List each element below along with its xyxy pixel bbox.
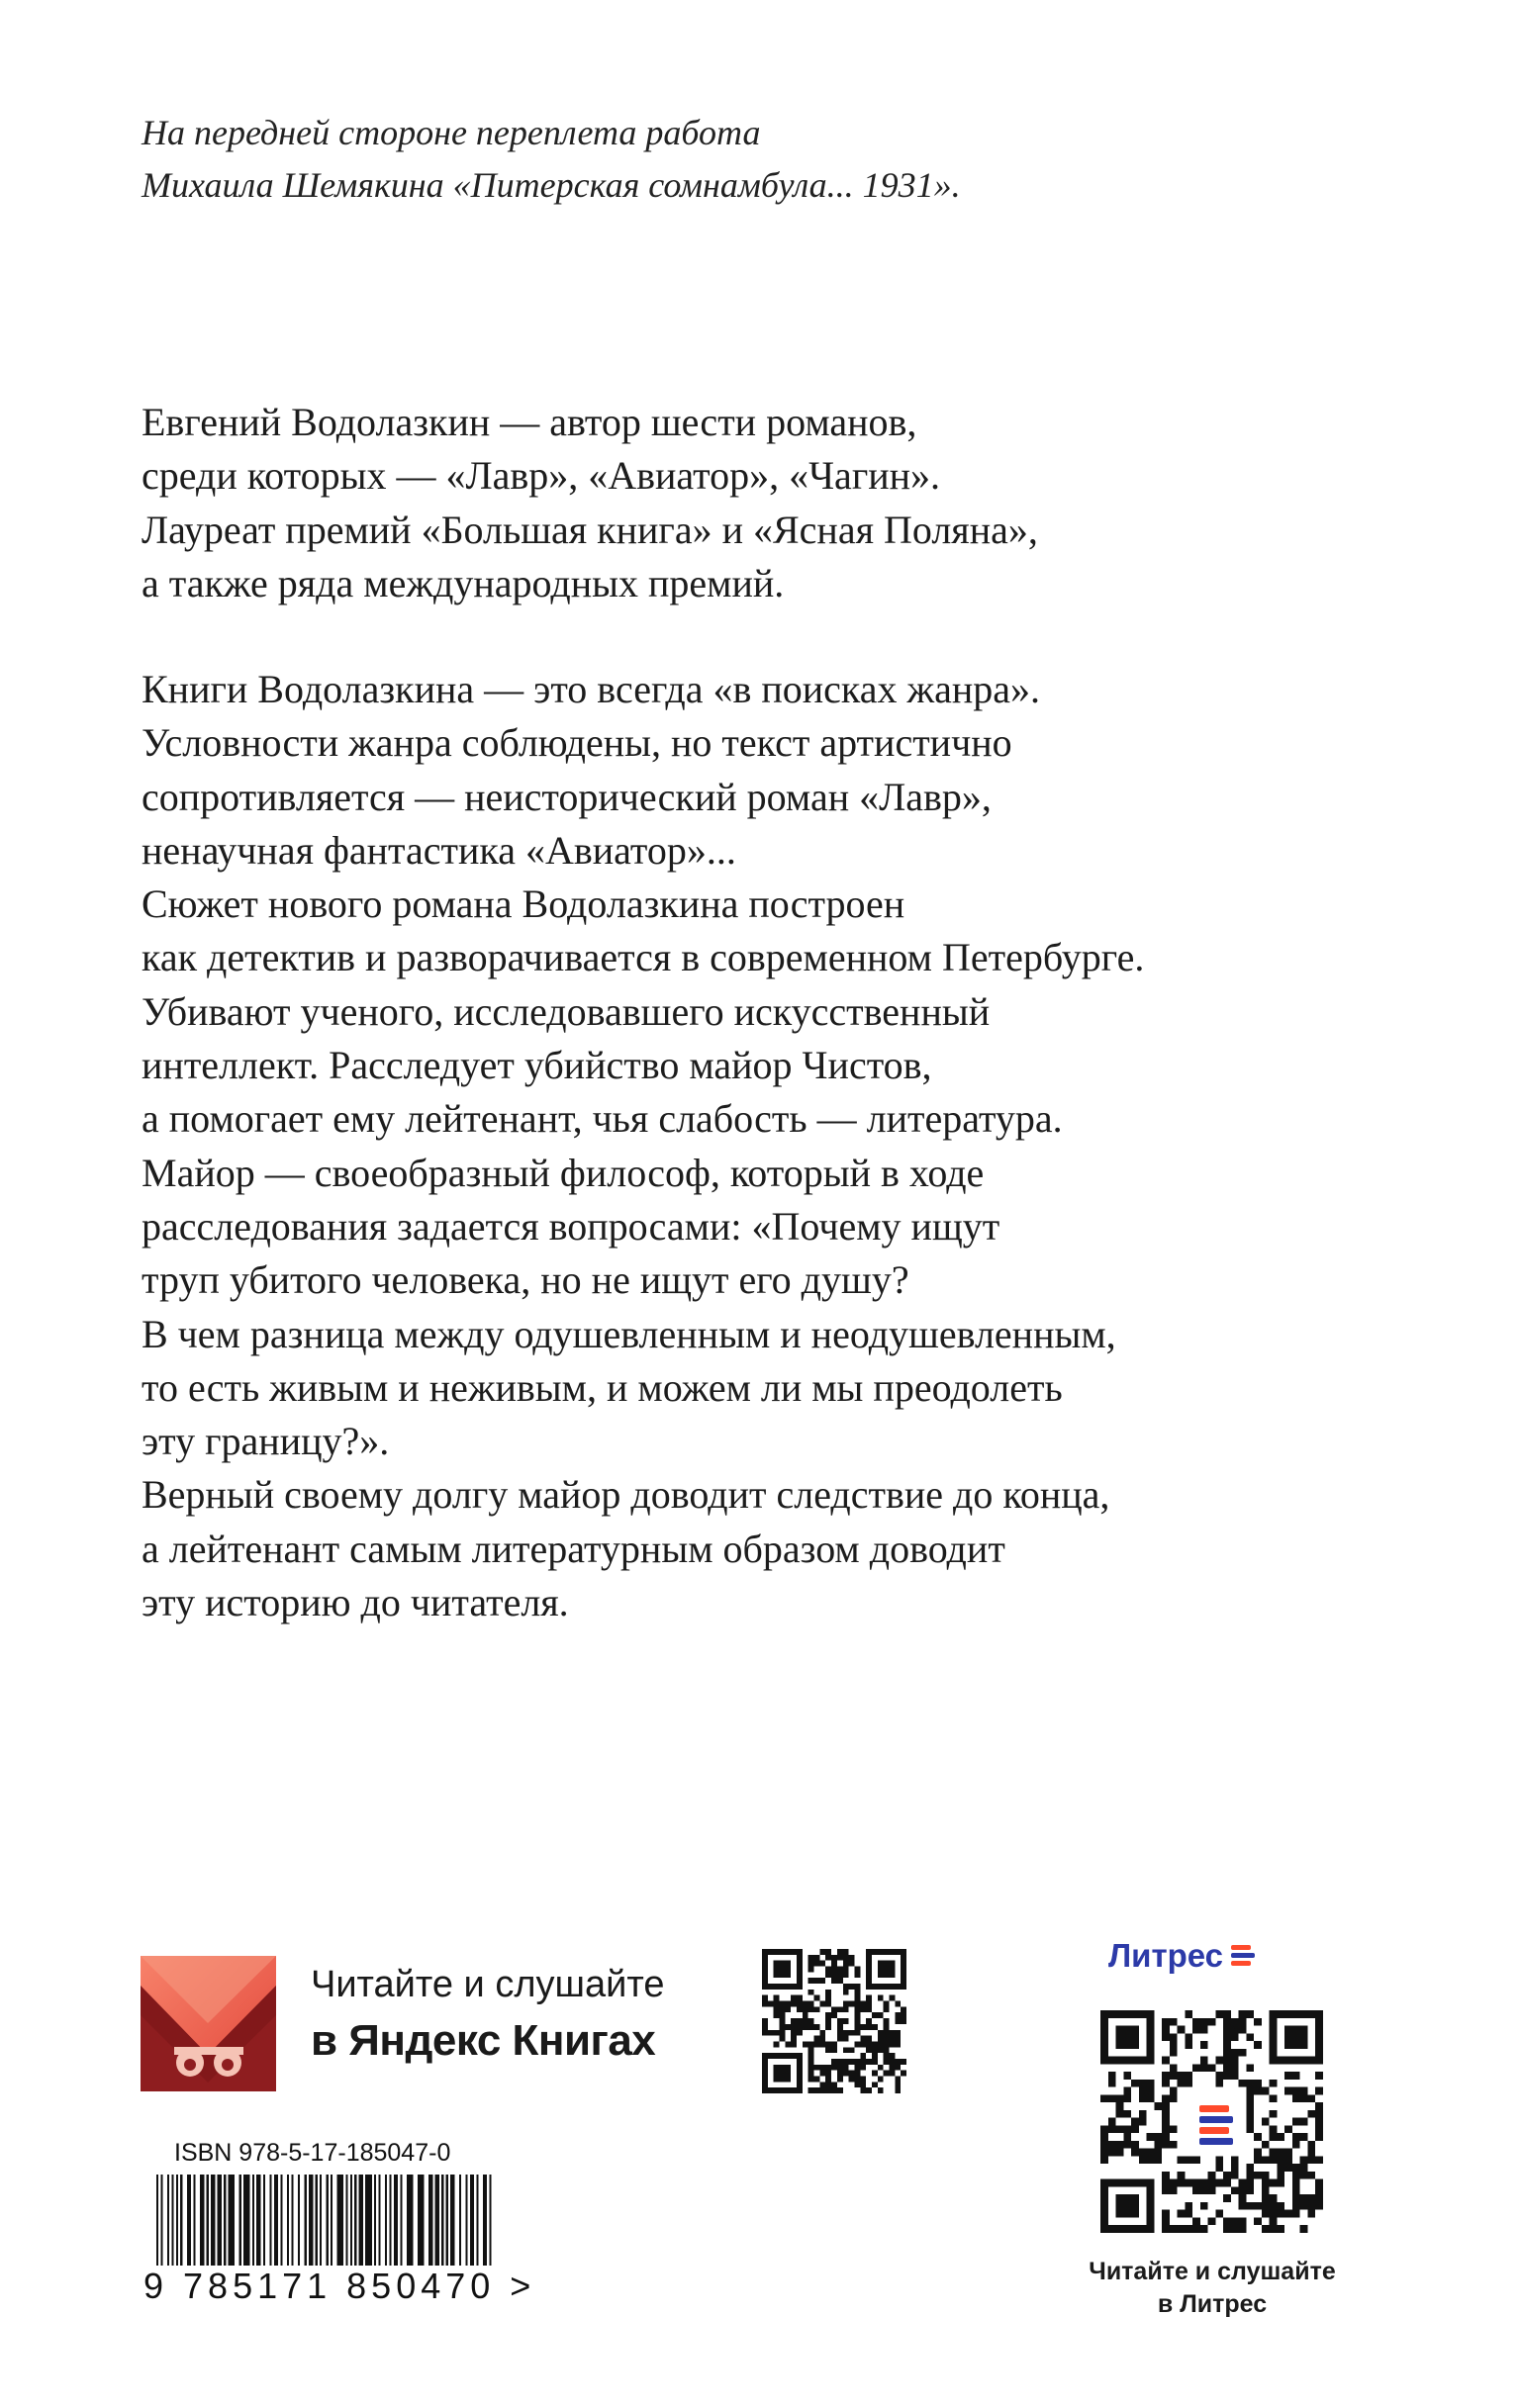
- author-bio: [142, 396, 1428, 610]
- bio-line: среди которых — «Лавр», «Авиатор», «Чагин».: [142, 453, 941, 499]
- bio-line: Лауреат премий «Большая книга» и «Ясная Поляна»,: [142, 507, 1038, 552]
- litres-qr-badge-icon: [1187, 2096, 1244, 2154]
- blurb-line: сопротивляется — неисторический роман «Лавр»,: [142, 774, 992, 819]
- blurb-line: В чем разница между одушевленным и неодушевленным,: [142, 1311, 1116, 1356]
- litres-mark-icon: [1231, 1945, 1255, 1967]
- blurb-line: ненаучная фантастика «Авиатор»...: [142, 827, 736, 873]
- cover-credit-line: Михаила Шемякина «Питерская сомнамбула... 1931».: [142, 165, 961, 205]
- litres-caption-line2: в Литрес: [1157, 2290, 1268, 2318]
- yandex-promo-line2: в Яндекс Книгах: [311, 2016, 656, 2065]
- blurb-line: Верный своему долгу майор доводит следствие до конца,: [142, 1472, 1110, 1518]
- blurb-line: как детектив и разворачивается в современном Петербурге.: [142, 935, 1145, 980]
- blurb-line: а помогает ему лейтенант, чья слабость — литература.: [142, 1096, 1063, 1142]
- blurb-line: интеллект. Расследует убийство майор Чистов,: [142, 1043, 932, 1088]
- cover-credit-line: На передней стороне переплета работа: [142, 113, 761, 152]
- blurb-line: Убивают ученого, исследовавшего искусственный: [142, 988, 991, 1034]
- blurb-line: эту границу?».: [142, 1419, 390, 1464]
- litres-caption-line1: Читайте и слушайте: [1089, 2258, 1336, 2285]
- barcode-digits: [142, 2266, 537, 2307]
- blurb-line: Сюжет нового романа Водолазкина построен: [142, 881, 905, 927]
- blurb-line: труп убитого человека, но не ищут его душу?: [142, 1257, 909, 1303]
- litres-logo: [1108, 1937, 1255, 1975]
- bio-line: а также ряда международных премий.: [142, 560, 785, 605]
- blurb-line: Условности жанра соблюдены, но текст артистично: [142, 720, 1012, 766]
- blurb-line: расследования задается вопросами: «Почему ищут: [142, 1203, 1000, 1249]
- yandex-books-logo: [141, 1956, 276, 2091]
- blurb-line: Книги Водолазкина — это всегда «в поисках жанра».: [142, 667, 1041, 711]
- barcode-digits-text: 9 785171 850470 >: [143, 2266, 536, 2306]
- litres-logo-text: Литрес: [1108, 1937, 1224, 1974]
- yandex-promo-line1: Читайте и слушайте: [311, 1964, 665, 2005]
- isbn-label: ISBN 978-5-17-185047-0: [174, 2139, 451, 2167]
- blurb-line: а лейтенант самым литературным образом доводит: [142, 1526, 1005, 1571]
- qr-code-icon: [762, 1949, 906, 2093]
- blurb-line: Майор — своеобразный философ, который в ходе: [142, 1150, 985, 1195]
- yandex-books-promo: [311, 1961, 664, 2074]
- cover-credit: [142, 107, 1329, 212]
- litres-caption: [1049, 2256, 1376, 2321]
- blurb-line: то есть живым и неживым, и можем ли мы преодолеть: [142, 1364, 1063, 1410]
- book-blurb: [142, 663, 1428, 1629]
- bio-line: Евгений Водолазкин — автор шести романов,: [142, 400, 917, 444]
- blurb-line: эту историю до читателя.: [142, 1580, 569, 1625]
